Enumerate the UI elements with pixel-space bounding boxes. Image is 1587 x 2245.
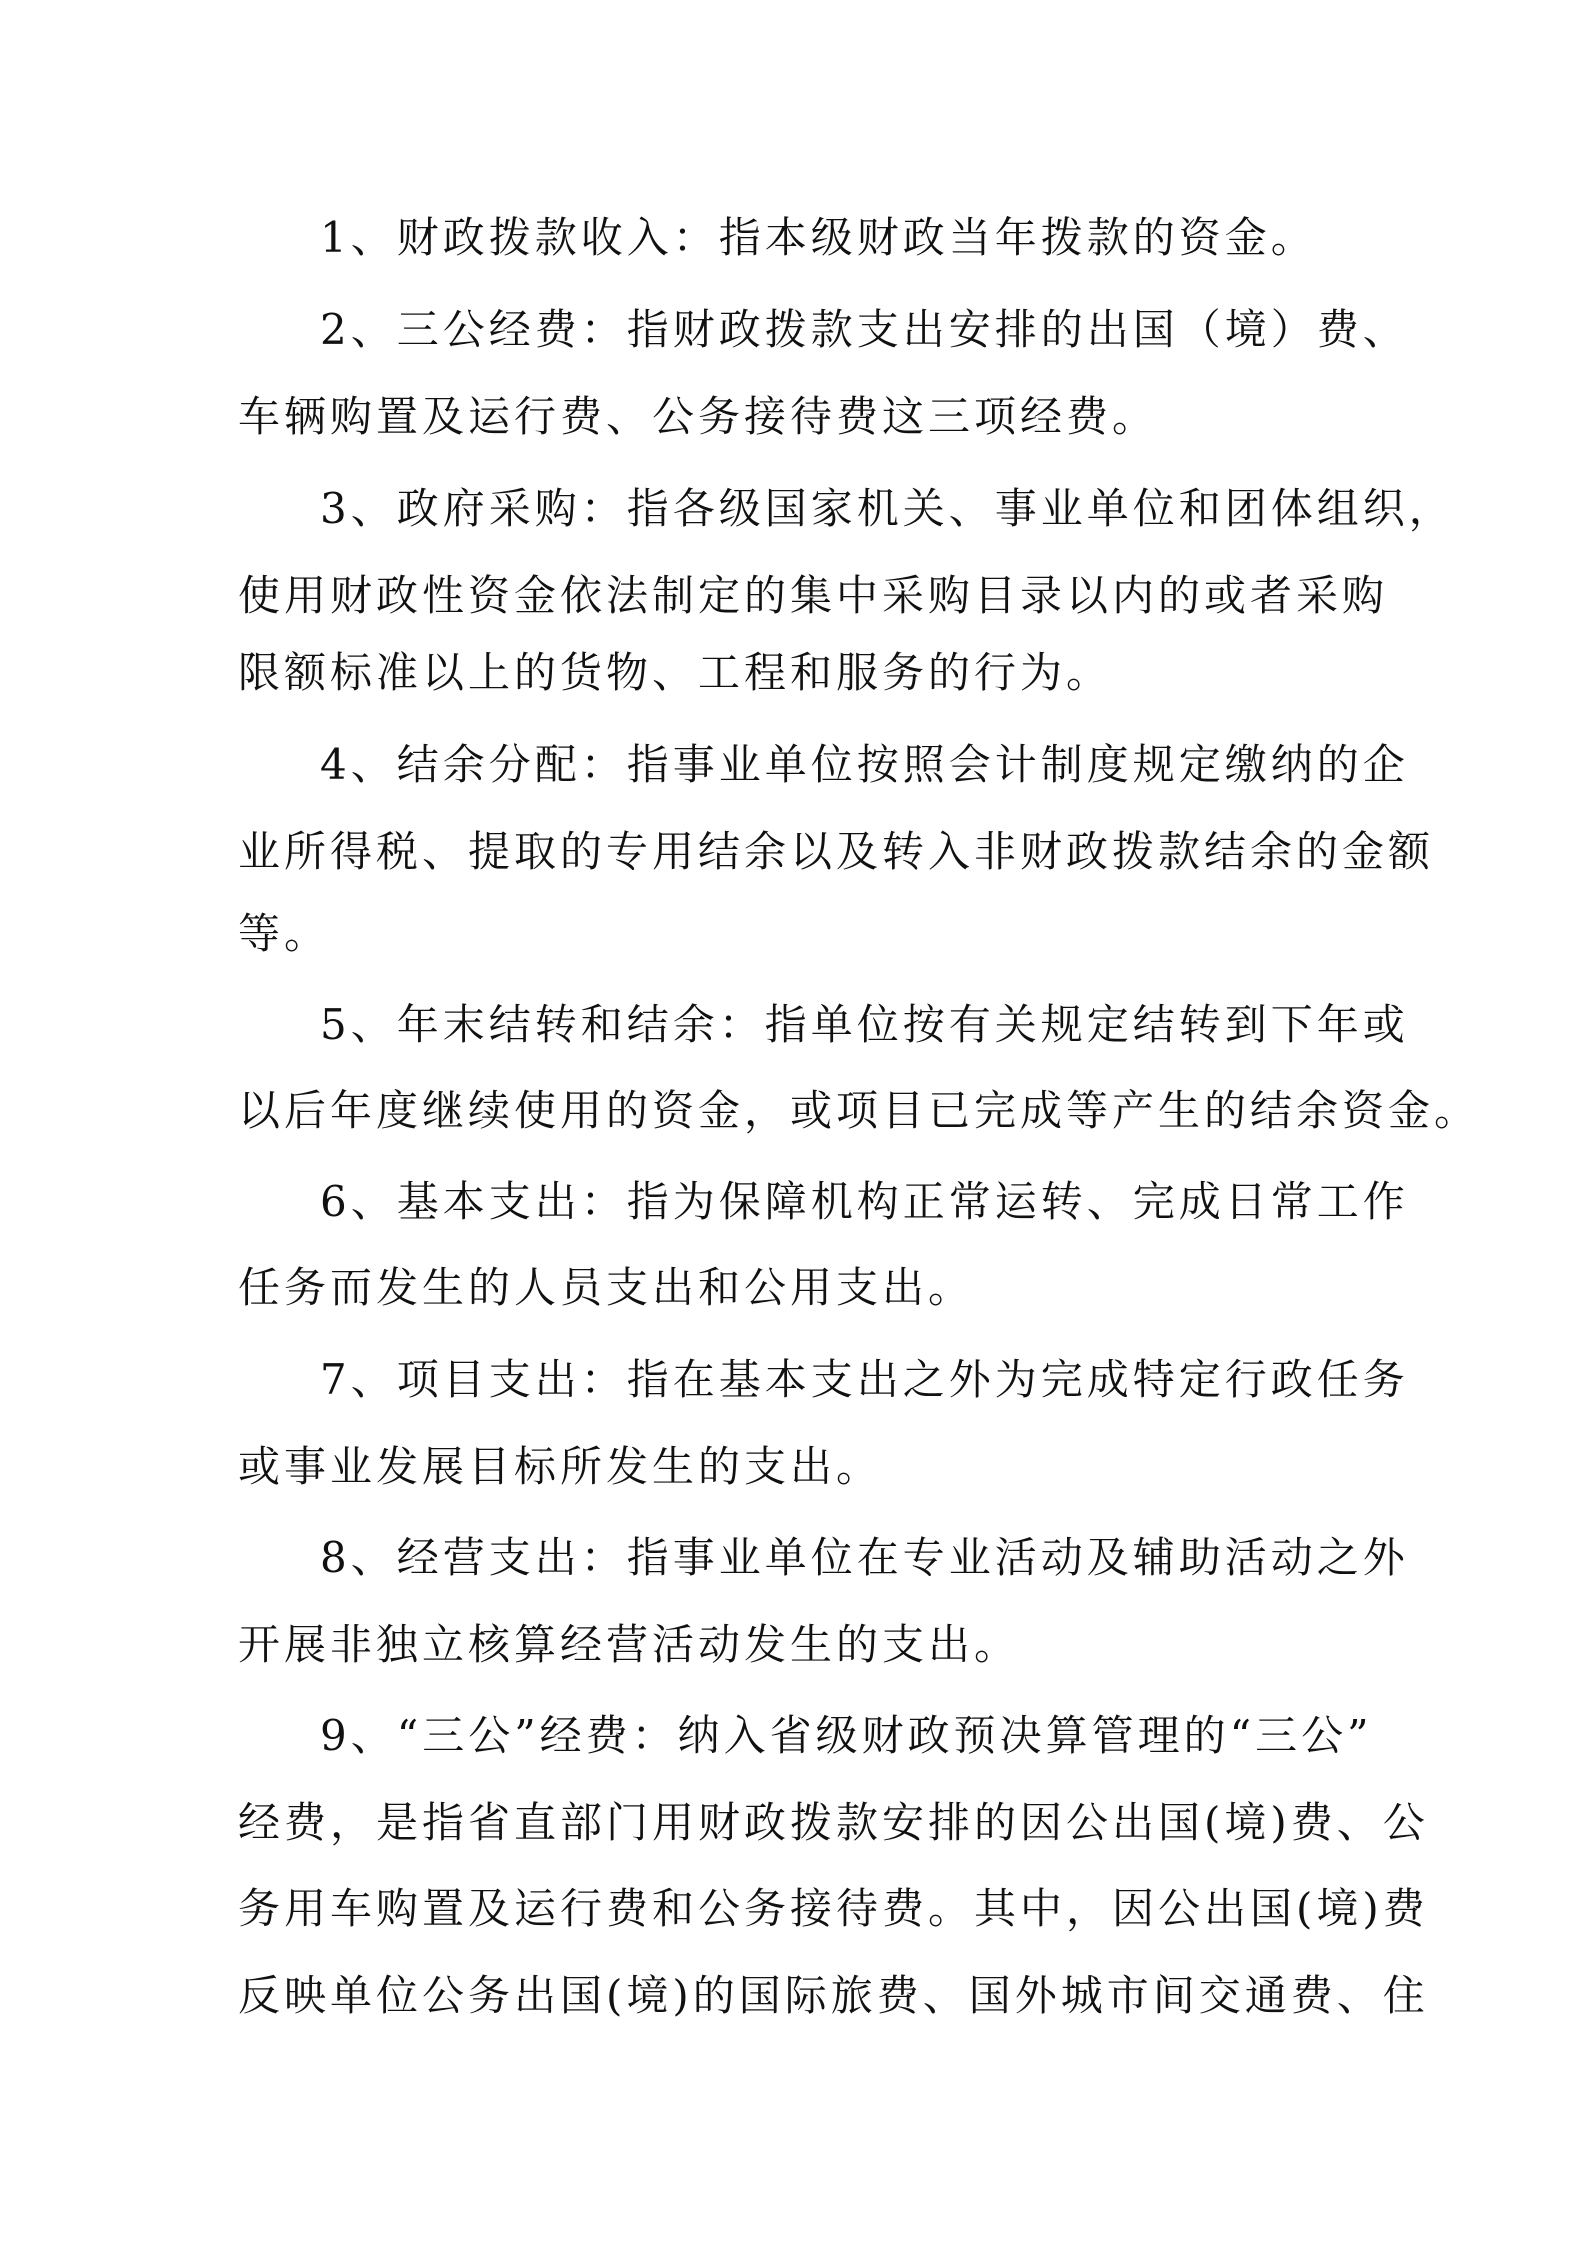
item-3-line-2: 使用财政性资金依法制定的集中采购目录以内的或者采购 — [238, 571, 1389, 620]
item-2-line-2: 车辆购置及运行费、公务接待费这三项经费。 — [238, 392, 1159, 441]
item-3-line-3: 限额标准以上的货物、工程和服务的行为。 — [238, 648, 1113, 697]
item-7-line-1: 7、项目支出：指在基本支出之外为完成特定行政任务 — [320, 1355, 1409, 1404]
item-2-line-1: 2、三公经费：指财政拨款支出安排的出国（境）费、 — [320, 305, 1409, 354]
item-9-line-1: 9、“三公”经费：纳入省级财政预决算管理的“三公” — [320, 1711, 1373, 1760]
item-9-line-3: 务用车购置及运行费和公务接待费。其中，因公出国(境)费 — [238, 1884, 1429, 1933]
item-9-line-4: 反映单位公务出国(境)的国际旅费、国外城市间交通费、住 — [238, 1971, 1429, 2020]
item-4-line-3: 等。 — [238, 909, 331, 958]
item-6-line-2: 任务而发生的人员支出和公用支出。 — [238, 1263, 975, 1312]
item-7-line-2: 或事业发展目标所发生的支出。 — [238, 1442, 883, 1491]
item-5-line-1: 5、年末结转和结余：指单位按有关规定结转到下年或 — [320, 1000, 1409, 1049]
item-5-line-2: 以后年度继续使用的资金，或项目已完成等产生的结余资金。 — [238, 1086, 1481, 1135]
item-8-line-1: 8、经营支出：指事业单位在专业活动及辅助活动之外 — [320, 1533, 1409, 1582]
item-4-line-1: 4、结余分配：指事业单位按照会计制度规定缴纳的企 — [320, 740, 1409, 789]
item-3-line-1: 3、政府采购：指各级国家机关、事业单位和团体组织， — [320, 484, 1455, 533]
item-8-line-2: 开展非独立核算经营活动发生的支出。 — [238, 1620, 1021, 1669]
item-9-line-2: 经费，是指省直部门用财政拨款安排的因公出国(境)费、公 — [238, 1798, 1429, 1847]
item-6-line-1: 6、基本支出：指为保障机构正常运转、完成日常工作 — [320, 1177, 1409, 1226]
item-1-line-1: 1、财政拨款收入：指本级财政当年拨款的资金。 — [320, 213, 1317, 262]
item-4-line-2: 业所得税、提取的专用结余以及转入非财政拨款结余的金额 — [238, 827, 1435, 876]
